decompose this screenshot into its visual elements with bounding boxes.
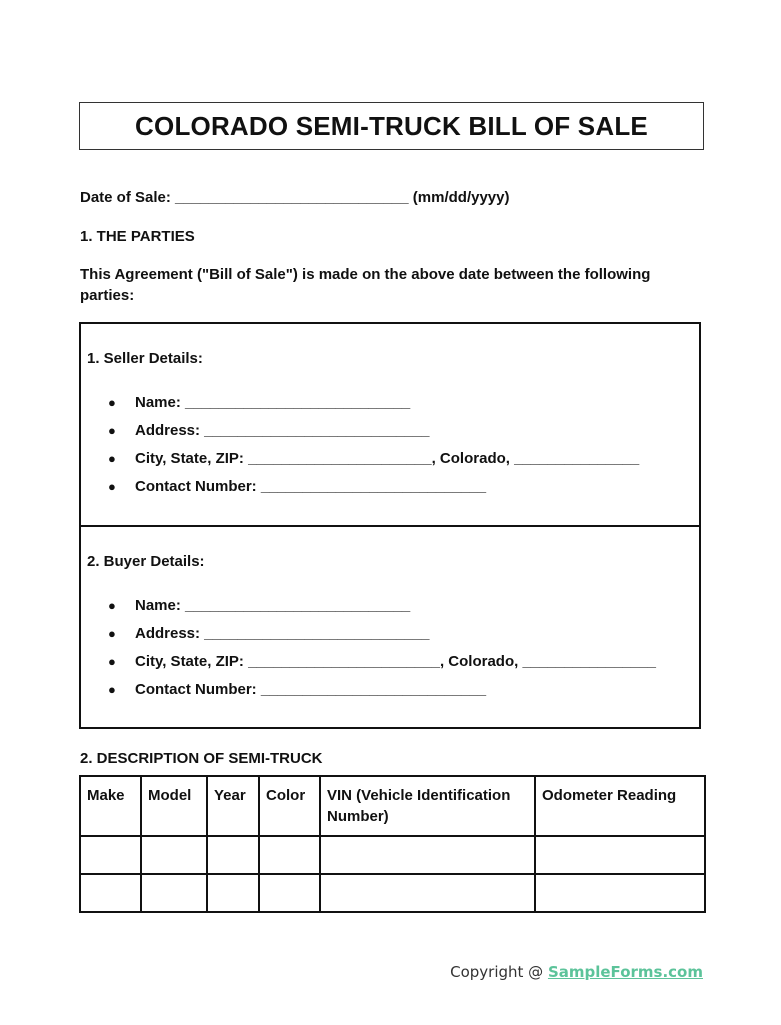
buyer-name-field: ● Name: ___________________________ xyxy=(108,597,411,614)
table-cell[interactable] xyxy=(80,874,141,912)
seller-details-box xyxy=(79,322,701,527)
bullet-icon: ● xyxy=(108,626,116,641)
table-row xyxy=(80,874,705,912)
copyright-footer xyxy=(450,963,703,981)
table-cell[interactable] xyxy=(535,836,705,874)
parties-heading: 1. THE PARTIES xyxy=(80,228,195,245)
bullet-icon: ● xyxy=(108,451,116,466)
agreement-intro: This Agreement ("Bill of Sale") is made on the above date between the following parties: xyxy=(80,266,651,304)
buyer-address-field: ● Address: ___________________________ xyxy=(108,625,430,642)
table-cell[interactable] xyxy=(141,836,207,874)
title-box xyxy=(79,102,704,150)
table-header-row xyxy=(80,776,705,836)
table-cell[interactable] xyxy=(320,874,535,912)
seller-city-state-zip-field: ● City, State, ZIP: ______________________, Colorado, _______________ xyxy=(108,450,640,467)
table-cell[interactable] xyxy=(535,874,705,912)
bullet-icon: ● xyxy=(108,682,116,697)
table-cell[interactable] xyxy=(207,874,259,912)
buyer-details-box xyxy=(79,525,701,729)
column-header-year: Year xyxy=(207,776,259,836)
bullet-icon: ● xyxy=(108,654,116,669)
table-cell[interactable] xyxy=(207,836,259,874)
copyright-prefix: Copyright @ xyxy=(450,963,548,981)
seller-contact-field: ● Contact Number: ___________________________ xyxy=(108,478,487,495)
description-heading: 2. DESCRIPTION OF SEMI-TRUCK xyxy=(80,750,323,767)
column-header-color: Color xyxy=(259,776,320,836)
semi-truck-description-table xyxy=(79,775,706,913)
column-header-vin: VIN (Vehicle Identification Number) xyxy=(320,776,535,836)
seller-name-field: ● Name: ___________________________ xyxy=(108,394,411,411)
table-cell[interactable] xyxy=(259,874,320,912)
buyer-contact-field: ● Contact Number: ___________________________ xyxy=(108,681,487,698)
sampleforms-link[interactable]: SampleForms.com xyxy=(547,963,703,981)
column-header-model: Model xyxy=(141,776,207,836)
table-cell[interactable] xyxy=(141,874,207,912)
buyer-city-state-zip-field: ● City, State, ZIP: _______________________, Colorado, ________________ xyxy=(108,653,656,670)
table-row xyxy=(80,836,705,874)
date-of-sale-line: Date of Sale: ____________________________ (mm/dd/yyyy) xyxy=(80,189,510,206)
buyer-field-list xyxy=(108,595,656,707)
bullet-icon: ● xyxy=(108,395,116,410)
seller-address-field: ● Address: ___________________________ xyxy=(108,422,430,439)
table-cell[interactable] xyxy=(259,836,320,874)
buyer-heading: 2. Buyer Details: xyxy=(87,553,205,570)
document-title: COLORADO SEMI-TRUCK BILL OF SALE xyxy=(135,110,648,141)
table-cell[interactable] xyxy=(80,836,141,874)
bullet-icon: ● xyxy=(108,598,116,613)
bullet-icon: ● xyxy=(108,479,116,494)
bullet-icon: ● xyxy=(108,423,116,438)
seller-field-list xyxy=(108,392,639,504)
column-header-odometer: Odometer Reading xyxy=(535,776,705,836)
table-cell[interactable] xyxy=(320,836,535,874)
column-header-make: Make xyxy=(80,776,141,836)
seller-heading: 1. Seller Details: xyxy=(87,350,203,367)
